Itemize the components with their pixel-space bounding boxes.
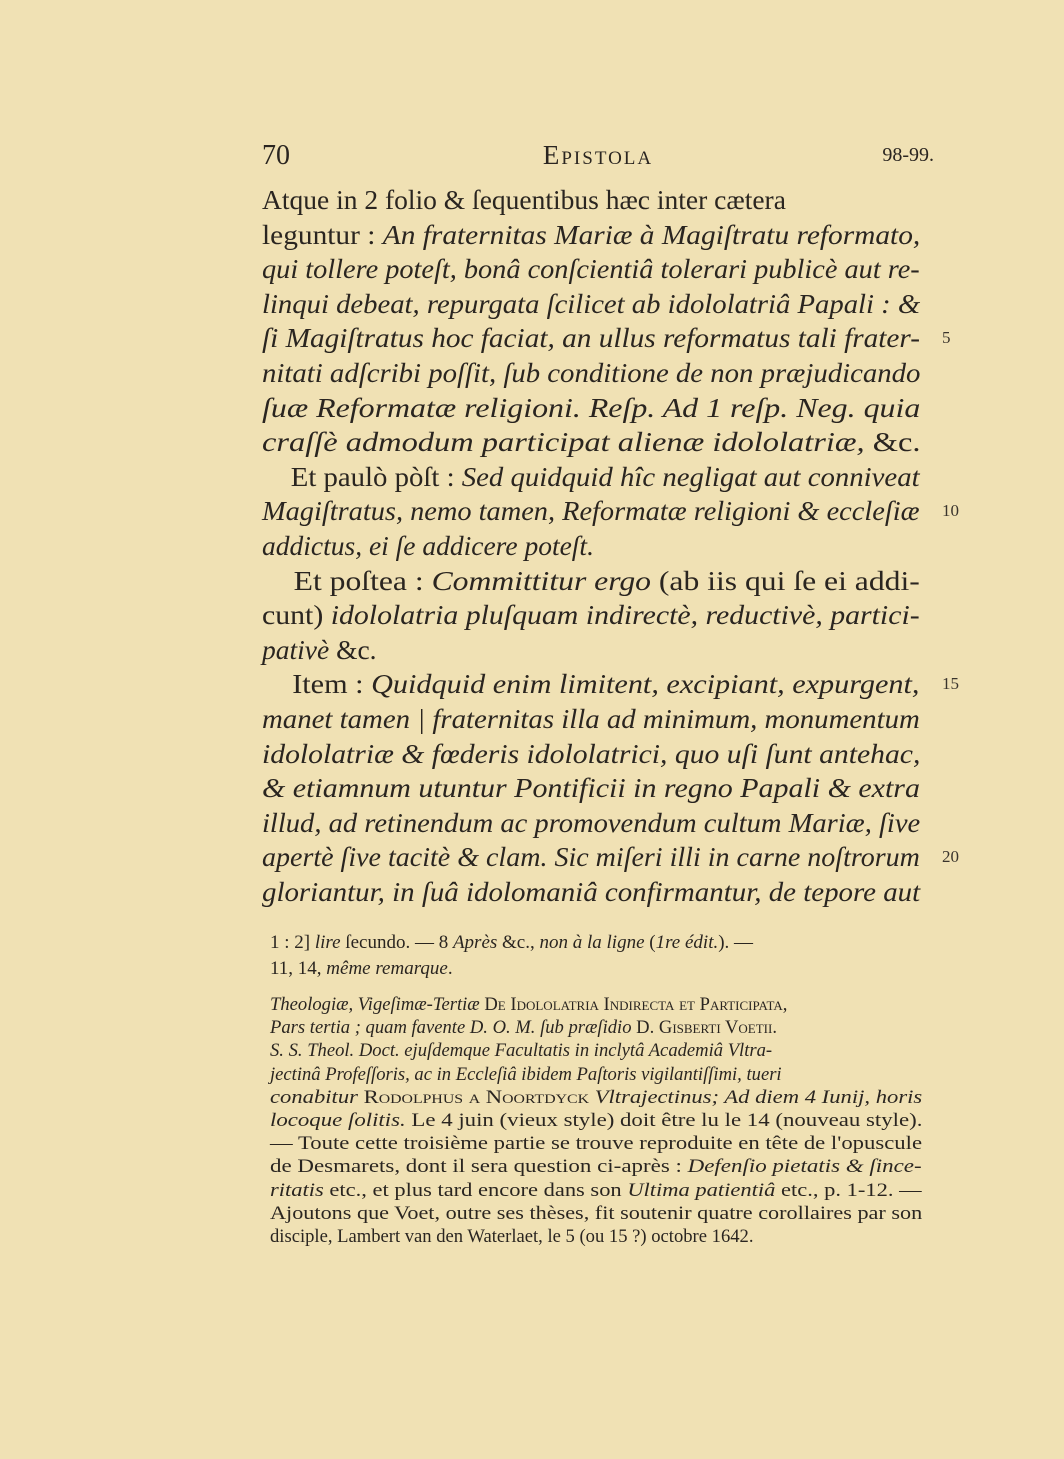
- text-segment: gloriantur, in ſuâ idolomaniâ confirmantur, de tepore aut: [262, 875, 921, 907]
- commentary-text: [270, 1063, 782, 1086]
- text-segment: Defenſio pietatis & ſince-: [687, 1156, 922, 1178]
- commentary-line: [270, 1063, 930, 1086]
- text-line: [262, 460, 920, 495]
- page-number: 70: [262, 140, 290, 171]
- text-segment: jectinâ Profeſſoris, ac in Eccleſiâ ibidem Paſtoris vigilantiſſimi, tueri: [270, 1063, 782, 1085]
- commentary-line: [270, 1225, 930, 1248]
- text-segment: .: [447, 958, 453, 979]
- text-segment: S. S. Theol. Doct. ejuſdemque Facultatis in inclytâ Academiâ Vltra-: [270, 1040, 773, 1062]
- commentary-text: [270, 993, 787, 1016]
- text-segment: (: [649, 932, 656, 953]
- critical-notes: [270, 930, 930, 982]
- text-line: [262, 806, 920, 841]
- note-line: [270, 930, 930, 956]
- text-segment: Vltrajectinus; Ad diem 4 Iunij, horis: [594, 1086, 923, 1108]
- text-segment: linqui debeat, repurgata ſcilicet ab idololatriâ Papali : &: [262, 287, 921, 319]
- text-segment: De Idololatria Indirecta et Participata,: [484, 994, 788, 1015]
- text-line: [262, 218, 920, 253]
- commentary-line: [270, 1086, 930, 1109]
- commentary-text: [270, 1109, 922, 1132]
- text-line: [262, 529, 920, 564]
- commentary-line: [270, 993, 930, 1016]
- text-segment: 11, 14,: [270, 958, 327, 979]
- text-segment: Pars tertia ; quam favente D. O. M. ſub præſidio: [270, 1017, 637, 1039]
- text-segment: Item :: [262, 668, 372, 700]
- text-segment: Le 4 juin (vieux style) doit être lu le 14 (nouveau style).: [411, 1109, 923, 1131]
- text-segment: ritatis: [270, 1179, 330, 1201]
- text-line: [262, 321, 951, 356]
- text-line: [262, 183, 920, 218]
- text-segment: conabitur: [270, 1086, 364, 1108]
- text-segment: Theologiæ, Vigeſimæ-Tertiæ: [270, 994, 485, 1015]
- line-text: [262, 460, 920, 495]
- text-line: [262, 667, 959, 702]
- commentary-line: [270, 1179, 930, 1202]
- text-line: [262, 564, 920, 599]
- commentary-text: [270, 1202, 922, 1225]
- text-segment: Rodolphus a Noortdyck: [363, 1086, 595, 1108]
- text-segment: & etiamnum utuntur Pontificii in regno Papali & extra: [262, 772, 920, 804]
- text-line: [262, 771, 920, 806]
- text-segment: ſi Magiſtratus hoc faciat, an ullus reformatus tali frater-: [262, 322, 920, 354]
- line-text: [262, 529, 594, 564]
- commentary-text: [270, 1132, 922, 1155]
- line-text: [262, 494, 920, 529]
- line-text: [262, 633, 377, 668]
- text-line: [262, 287, 920, 322]
- commentary-line: [270, 1109, 930, 1132]
- text-segment: Ultima patientiâ: [627, 1179, 782, 1201]
- text-segment: qui tollere poteſt, bonâ conſcientiâ tolerari publicè aut re-: [262, 253, 920, 285]
- line-text: [262, 667, 919, 702]
- text-segment: nitati adſcribi poſſit, ſub conditione de non præjudicando: [262, 356, 921, 388]
- text-segment: — Toute cette troisième partie se trouve reproduite en tête de l'opuscule: [270, 1133, 923, 1155]
- text-segment: craſſè admodum participat alienæ idololatriæ,: [262, 426, 873, 458]
- text-segment: manet tamen | fraternitas illa ad minimum, monumentum: [262, 702, 920, 734]
- text-segment: non à la ligne: [539, 932, 650, 953]
- line-text: [262, 321, 920, 356]
- text-segment: idololatria pluſquam indirectè, reductivè, partici-: [330, 599, 920, 631]
- text-line: [262, 391, 920, 426]
- text-segment: Quidquid enim limitent, excipiant, expurgent,: [371, 668, 920, 700]
- text-segment: etc., p. 1-12. —: [781, 1179, 922, 1201]
- text-segment: addictus, ei ſe addicere poteſt.: [262, 529, 594, 561]
- text-line: [262, 840, 959, 875]
- note-text: [270, 930, 753, 956]
- text-segment: Ajoutons que Voet, outre ses thèses, fit soutenir quatre corollaires par son: [270, 1202, 923, 1224]
- text-segment: apertè ſive tacitè & clam. Sic miſeri illi in carne noſtrorum: [262, 841, 920, 873]
- text-segment: disciple, Lambert van den Waterlaet, le 5 (ou 15 ?) octobre 1642.: [270, 1225, 754, 1247]
- text-segment: Sed quidquid hîc negligat aut conniveat: [461, 460, 920, 492]
- text-segment: &c.: [872, 426, 921, 458]
- text-segment: cunt): [262, 599, 331, 631]
- text-line: [262, 633, 920, 668]
- text-segment: &c.: [336, 633, 377, 665]
- text-segment: ſecundo. — 8: [345, 932, 453, 953]
- text-segment: Atque in 2 folio & ſequentibus hæc inter cætera: [262, 184, 786, 215]
- text-segment: D. Gisberti Voetii.: [636, 1017, 777, 1039]
- text-segment: leguntur :: [262, 218, 383, 250]
- line-text: [262, 840, 920, 875]
- text-segment: 1re édit.: [655, 932, 719, 953]
- text-segment: Et poſtea :: [262, 564, 432, 596]
- line-text: [262, 425, 920, 460]
- text-segment: lire: [314, 932, 346, 953]
- text-line: [262, 875, 920, 910]
- text-line: [262, 494, 959, 529]
- line-text: [262, 737, 920, 772]
- commentary-text: [270, 1086, 922, 1109]
- line-text: [262, 218, 920, 253]
- text-segment: &c.,: [502, 932, 540, 953]
- text-segment: Après: [452, 932, 503, 953]
- commentary-line: [270, 1039, 930, 1062]
- text-line: [262, 252, 920, 287]
- commentary-text: [270, 1155, 922, 1178]
- text-line: [262, 598, 920, 633]
- text-segment: locoque ſolitis.: [270, 1109, 412, 1131]
- text-line: [262, 737, 920, 772]
- text-line: [262, 356, 920, 391]
- text-segment: Et paulò pòſt :: [262, 460, 462, 492]
- line-text: [262, 564, 920, 599]
- line-text: [262, 806, 920, 841]
- text-segment: (ab iis qui ſe ei addi-: [658, 564, 920, 596]
- line-number: 15: [942, 674, 959, 694]
- line-text: [262, 356, 920, 391]
- note-line: [270, 956, 930, 982]
- line-number: 20: [942, 847, 959, 867]
- text-segment: Magiſtratus, nemo tamen, Reformatæ religioni & eccleſiæ: [262, 495, 920, 527]
- text-segment: ſuæ Reformatæ religioni. Reſp. Ad 1 reſp. Neg. quia: [262, 391, 921, 423]
- text-segment: 1 : 2]: [270, 932, 315, 953]
- text-segment: An fraternitas Mariæ à Magiſtratu reformato,: [382, 218, 921, 250]
- running-header: [262, 140, 934, 174]
- commentary-line: [270, 1132, 930, 1155]
- commentary-line: [270, 1016, 930, 1039]
- text-segment: même remarque: [326, 958, 448, 979]
- line-text: [262, 598, 920, 633]
- note-text: [270, 956, 453, 982]
- text-segment: pativè: [262, 633, 337, 665]
- text-segment: de Desmarets, dont il sera question ci-après :: [270, 1156, 688, 1178]
- running-title: Epistola: [542, 140, 654, 170]
- commentary-line: [270, 1155, 930, 1178]
- text-segment: illud, ad retinendum ac promovendum cultum Mariæ, ſive: [262, 806, 921, 838]
- text-segment: etc., et plus tard encore dans son: [329, 1179, 628, 1201]
- line-text: [262, 252, 920, 287]
- commentary-line: [270, 1202, 930, 1225]
- main-text: [262, 183, 959, 909]
- page-range: 98-99.: [882, 144, 934, 166]
- line-text: [262, 702, 920, 737]
- commentary-notes: [270, 993, 930, 1248]
- commentary-text: [270, 1039, 772, 1062]
- text-line: [262, 702, 920, 737]
- line-text: [262, 287, 920, 322]
- text-segment: idololatriæ & fœderis idololatrici, quo uſi ſunt antehac,: [262, 737, 921, 769]
- commentary-text: [270, 1225, 754, 1248]
- commentary-text: [270, 1179, 922, 1202]
- text-line: [262, 425, 920, 460]
- text-segment: ). —: [718, 932, 754, 953]
- commentary-text: [270, 1016, 777, 1039]
- line-text: [262, 391, 920, 426]
- line-number: 10: [942, 501, 959, 521]
- line-text: [262, 875, 920, 910]
- text-segment: Committitur ergo: [431, 564, 659, 596]
- line-text: [262, 183, 786, 218]
- line-number: 5: [942, 328, 951, 348]
- line-text: [262, 771, 920, 806]
